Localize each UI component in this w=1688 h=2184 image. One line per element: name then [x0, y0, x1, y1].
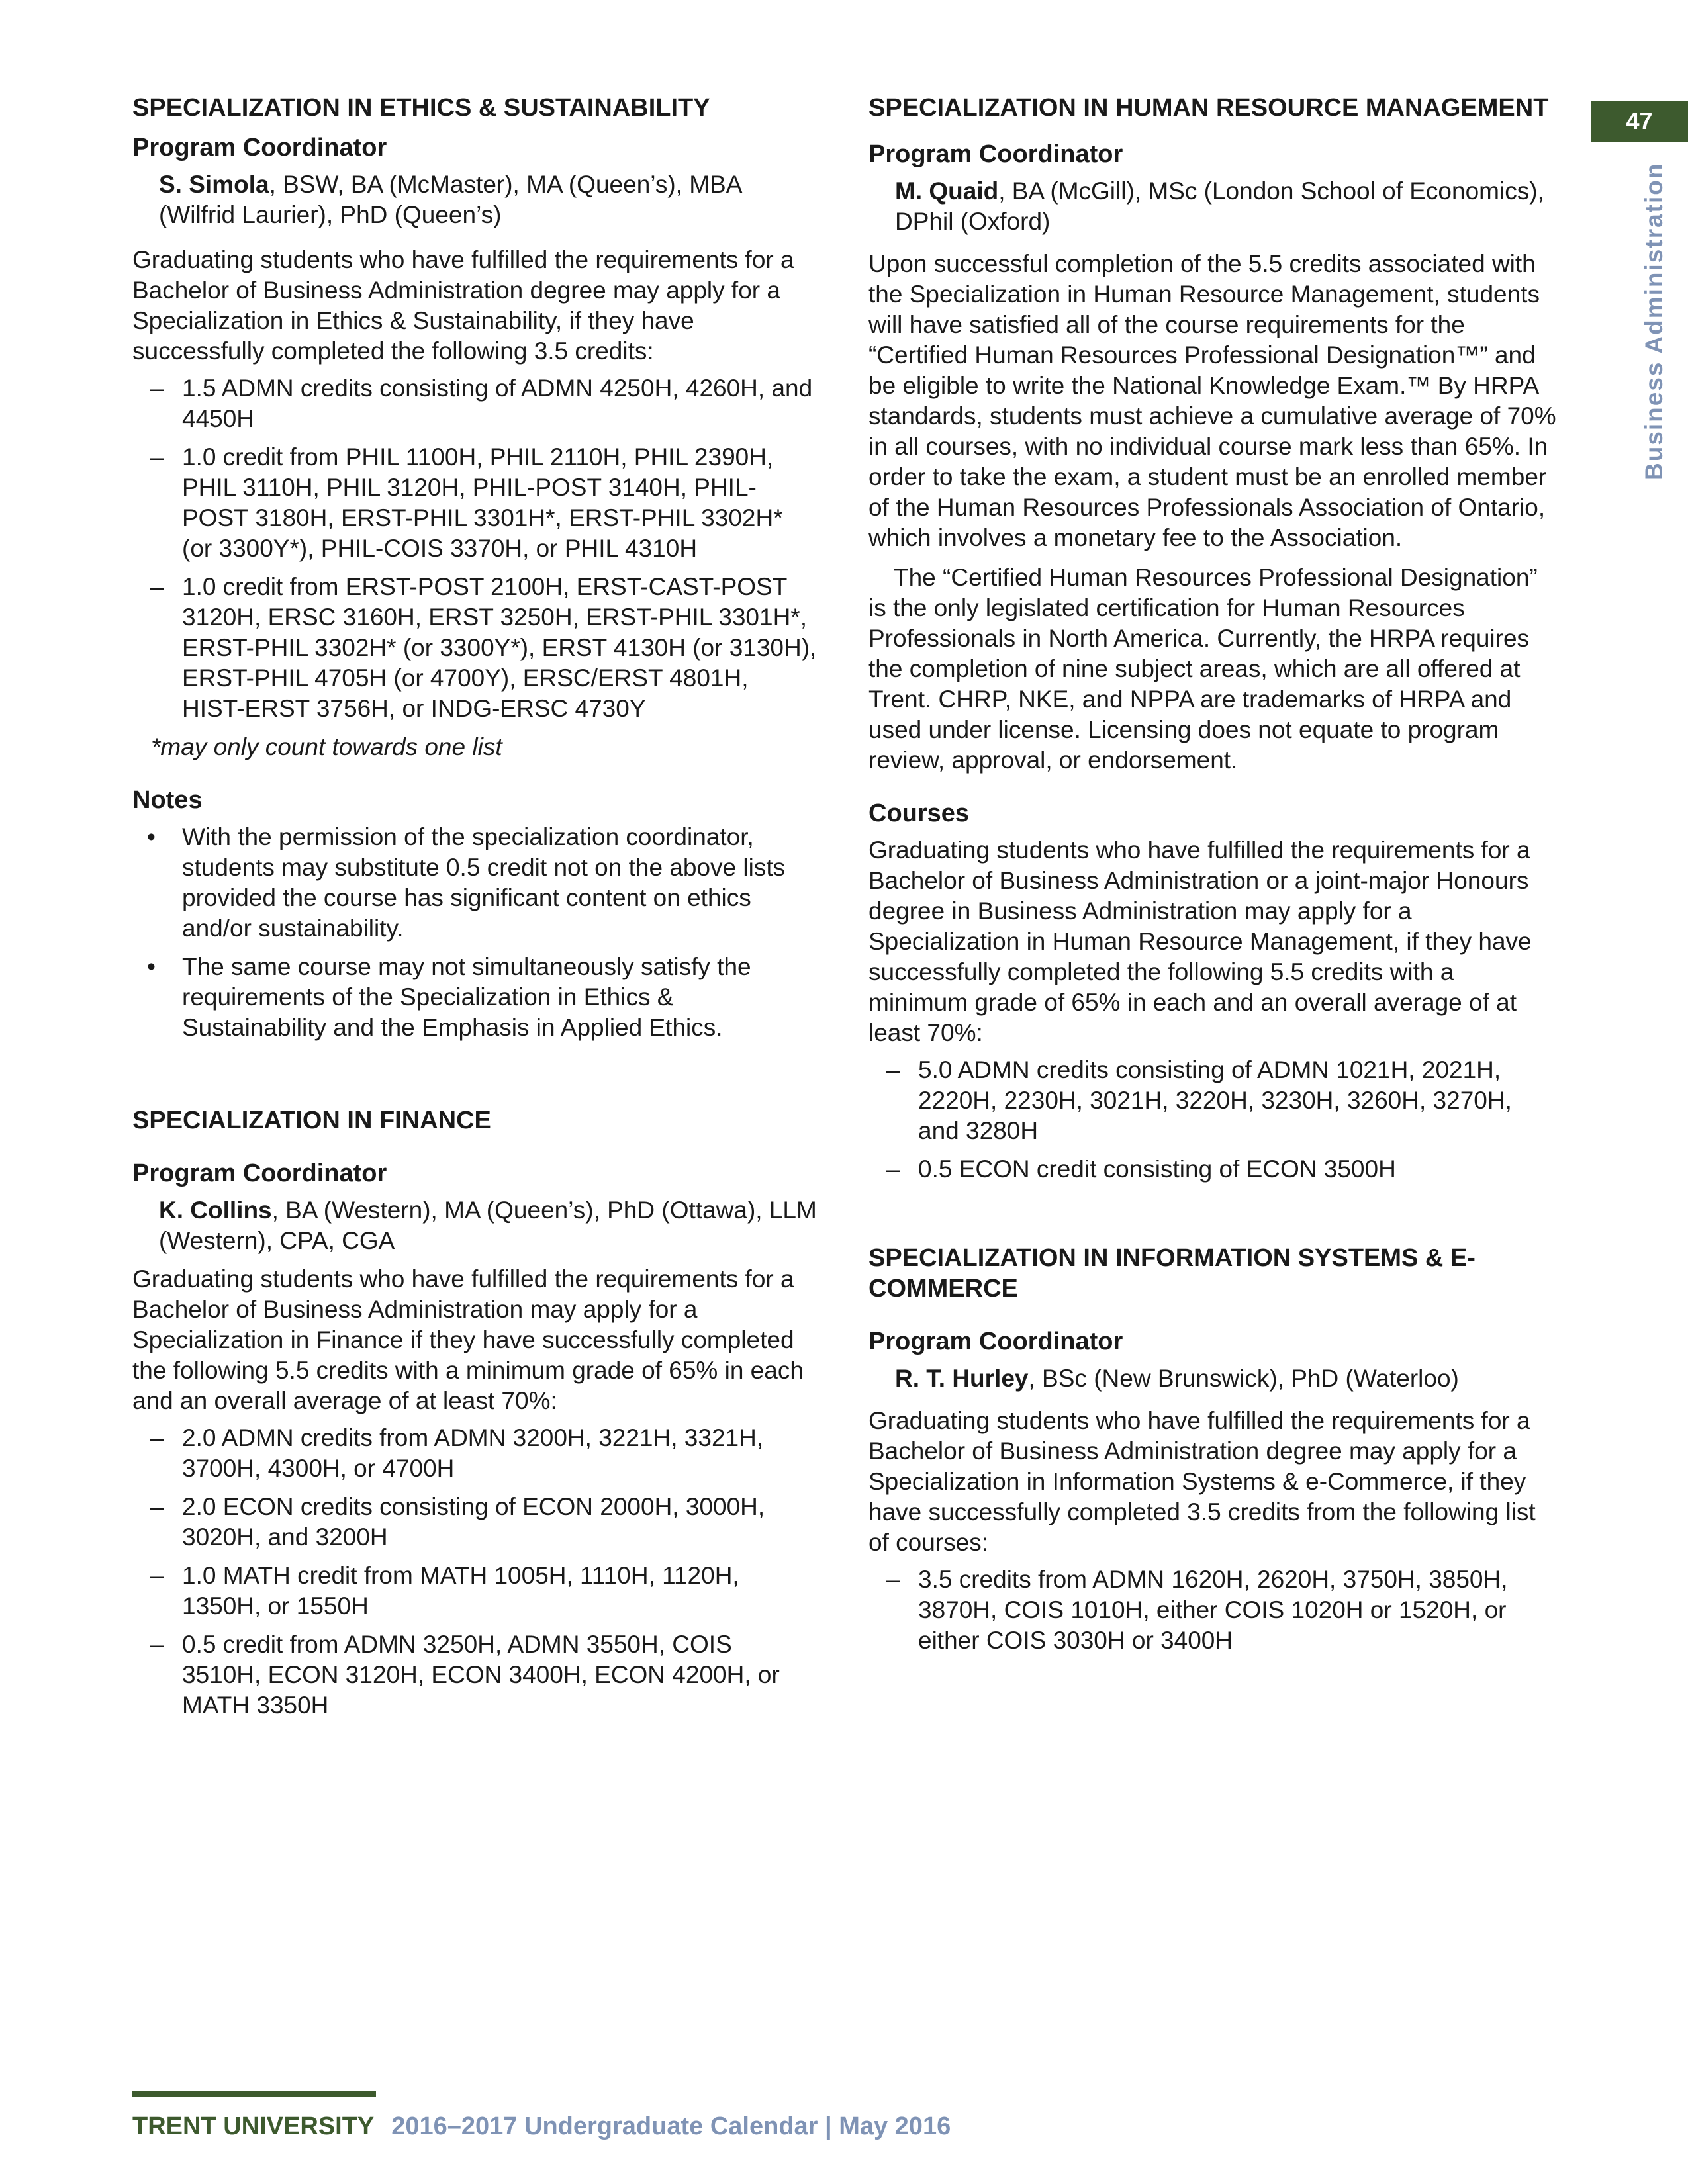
intro-paragraph: Upon successful completion of the 5.5 credits associated with the Specialization in Human Resource Management, students will have satisfied all of the course requirements for the “Certified Human Resources Professional Designation™” and be eligible to write the National Knowledge Exam.™ By HRPA standards, students must achieve a cumulative average of 70% in all courses, with no individual course mark less than 65%. In order to take the exam, a student must be an enrolled member of the Human Resources Professionals Association of Ontario, which involves a monetary fee to the Association.	[868, 250, 1556, 551]
coordinator-name: R. T. Hurley	[895, 1365, 1029, 1392]
coordinator-info	[132, 169, 818, 230]
coordinator-credentials: , BA (McGill), MSc (London School of Economics), DPhil (Oxford)	[895, 177, 1544, 235]
list-item: – 1.0 MATH credit from MATH 1005H, 1110H, 1120H, 1350H, or 1550H	[132, 1561, 818, 1621]
list-item: • With the permission of the specialization coordinator, students may substitute 0.5 credit not on the above lists provided the course has significant content on ethics and/or sustainability.	[132, 822, 818, 944]
list-item: – 1.5 ADMN credits consisting of ADMN 4250H, 4260H, and 4450H	[132, 373, 818, 434]
coordinator-name: K. Collins	[159, 1197, 272, 1224]
coordinator-heading: Program Coordinator	[868, 140, 1123, 168]
spacer	[132, 1051, 818, 1105]
requirement-list	[868, 1565, 1557, 1656]
page-number: 47	[1591, 101, 1688, 142]
requirement-list	[132, 1423, 818, 1721]
list-item: – 3.5 credits from ADMN 1620H, 2620H, 3750H, 3850H, 3870H, COIS 1010H, either COIS 1020H or 1520H, or either COIS 3030H or 3400H	[868, 1565, 1557, 1656]
intro-paragraph: Graduating students who have fulfilled the requirements for a Bachelor of Business Administration may apply for a Specialization in Finance if they have successfully completed the following 5.5 credits with a minimum grade of 65% in each and an overall average of at least 70%:	[132, 1265, 804, 1414]
intro-paragraph: Graduating students who have fulfilled the requirements for a Bachelor of Business Administration degree may apply for a Specialization in Ethics & Sustainability, if they have successfully completed the following 3.5 credits:	[132, 246, 794, 365]
list-item: – 1.0 credit from PHIL 1100H, PHIL 2110H, PHIL 2390H, PHIL 3110H, PHIL 3120H, PHIL-POST 3140H, PHIL-POST 3180H, ERST-PHIL 3301H*, ERST-PHIL 3302H* (or 3300Y*), PHIL-COIS 3370H, or PHIL 4310H	[132, 442, 818, 564]
ethics-section	[132, 93, 818, 1043]
requirement-list	[868, 1055, 1557, 1185]
section-title: SPECIALIZATION IN INFORMATION SYSTEMS & E-COMMERCE	[868, 1244, 1476, 1302]
left-column	[132, 93, 818, 1729]
section-title: SPECIALIZATION IN ETHICS & SUSTAINABILITY	[132, 94, 710, 122]
footer-calendar: 2016–2017 Undergraduate Calendar | May 2016	[391, 2113, 951, 2140]
right-column	[868, 93, 1557, 1664]
coordinator-credentials: , BSc (New Brunswick), PhD (Waterloo)	[1028, 1365, 1459, 1392]
coordinator-info	[868, 1363, 1557, 1394]
coordinator-heading: Program Coordinator	[132, 134, 387, 161]
information-systems-section	[868, 1243, 1557, 1656]
coordinator-name: S. Simola	[159, 171, 269, 198]
requirement-list	[132, 373, 818, 724]
list-item: – 0.5 credit from ADMN 3250H, ADMN 3550H, COIS 3510H, ECON 3120H, ECON 3400H, ECON 4200H, or MATH 3350H	[132, 1629, 818, 1721]
hrm-section	[868, 93, 1557, 1185]
list-item: – 5.0 ADMN credits consisting of ADMN 1021H, 2021H, 2220H, 2230H, 3021H, 3220H, 3230H, 3260H, 3270H, and 3280H	[868, 1055, 1557, 1146]
list-item: – 2.0 ADMN credits from ADMN 3200H, 3221H, 3321H, 3700H, 4300H, or 4700H	[132, 1423, 818, 1484]
footer-rule	[132, 2091, 376, 2097]
paragraph: The “Certified Human Resources Professional Designation” is the only legislated certification for Human Resources Professionals in North America. Currently, the HRPA requires the completion of nine subject areas, which are all offered at Trent. CHRP, NKE, and NPPA are trademarks of HRPA and used under license. Licensing does not equate to program review, approval, or endorsement.	[868, 564, 1538, 774]
courses-heading: Courses	[868, 799, 970, 827]
section-title: SPECIALIZATION IN FINANCE	[132, 1107, 491, 1134]
list-item: – 0.5 ECON credit consisting of ECON 3500H	[868, 1154, 1557, 1185]
coordinator-credentials: , BA (Western), MA (Queen’s), PhD (Ottawa), LLM (Western), CPA, CGA	[159, 1197, 817, 1254]
page-footer	[132, 2113, 951, 2141]
coordinator-credentials: , BSW, BA (McMaster), MA (Queen’s), MBA (Wilfrid Laurier), PhD (Queen’s)	[159, 171, 741, 228]
finance-section	[132, 1105, 818, 1721]
list-item: • The same course may not simultaneously satisfy the requirements of the Specialization in Ethics & Sustainability and the Emphasis in Applied Ethics.	[132, 952, 818, 1043]
coordinator-info	[132, 1195, 818, 1256]
courses-paragraph: Graduating students who have fulfilled the requirements for a Bachelor of Business Administration or a joint-major Honours degree in Business Administration may apply for a Specialization in Human Resource Management, if they have successfully completed the following 5.5 credits with a minimum grade of 65% in each and an overall average of at least 70%:	[868, 837, 1532, 1046]
notes-list	[132, 822, 818, 1043]
section-side-label: Business Administration	[1640, 162, 1667, 480]
list-item: – 1.0 credit from ERST-POST 2100H, ERST-CAST-POST 3120H, ERSC 3160H, ERST 3250H, ERST-PHIL 3301H*, ERST-PHIL 3302H* (or 3300Y*), ERST 4130H (or 3130H), ERST-PHIL 4705H (or 4700Y), ERSC/ERST 4801H, HIST-ERST 3756H, or INDG-ERSC 4730Y	[132, 572, 818, 724]
footer-university: TRENT UNIVERSITY	[132, 2113, 375, 2140]
coordinator-name: M. Quaid	[895, 177, 999, 205]
notes-heading: Notes	[132, 786, 203, 814]
coordinator-info	[868, 176, 1557, 237]
section-title: SPECIALIZATION IN HUMAN RESOURCE MANAGEMENT	[868, 94, 1549, 122]
footnote: *may only count towards one list	[151, 733, 502, 760]
coordinator-heading: Program Coordinator	[868, 1328, 1123, 1355]
list-item: – 2.0 ECON credits consisting of ECON 2000H, 3000H, 3020H, and 3200H	[132, 1492, 818, 1553]
intro-paragraph: Graduating students who have fulfilled the requirements for a Bachelor of Business Administration degree may apply for a Specialization in Information Systems & e-Commerce, if they have successfully completed 3.5 credits from the following list of courses:	[868, 1407, 1536, 1556]
spacer	[868, 1193, 1557, 1243]
coordinator-heading: Program Coordinator	[132, 1160, 387, 1187]
